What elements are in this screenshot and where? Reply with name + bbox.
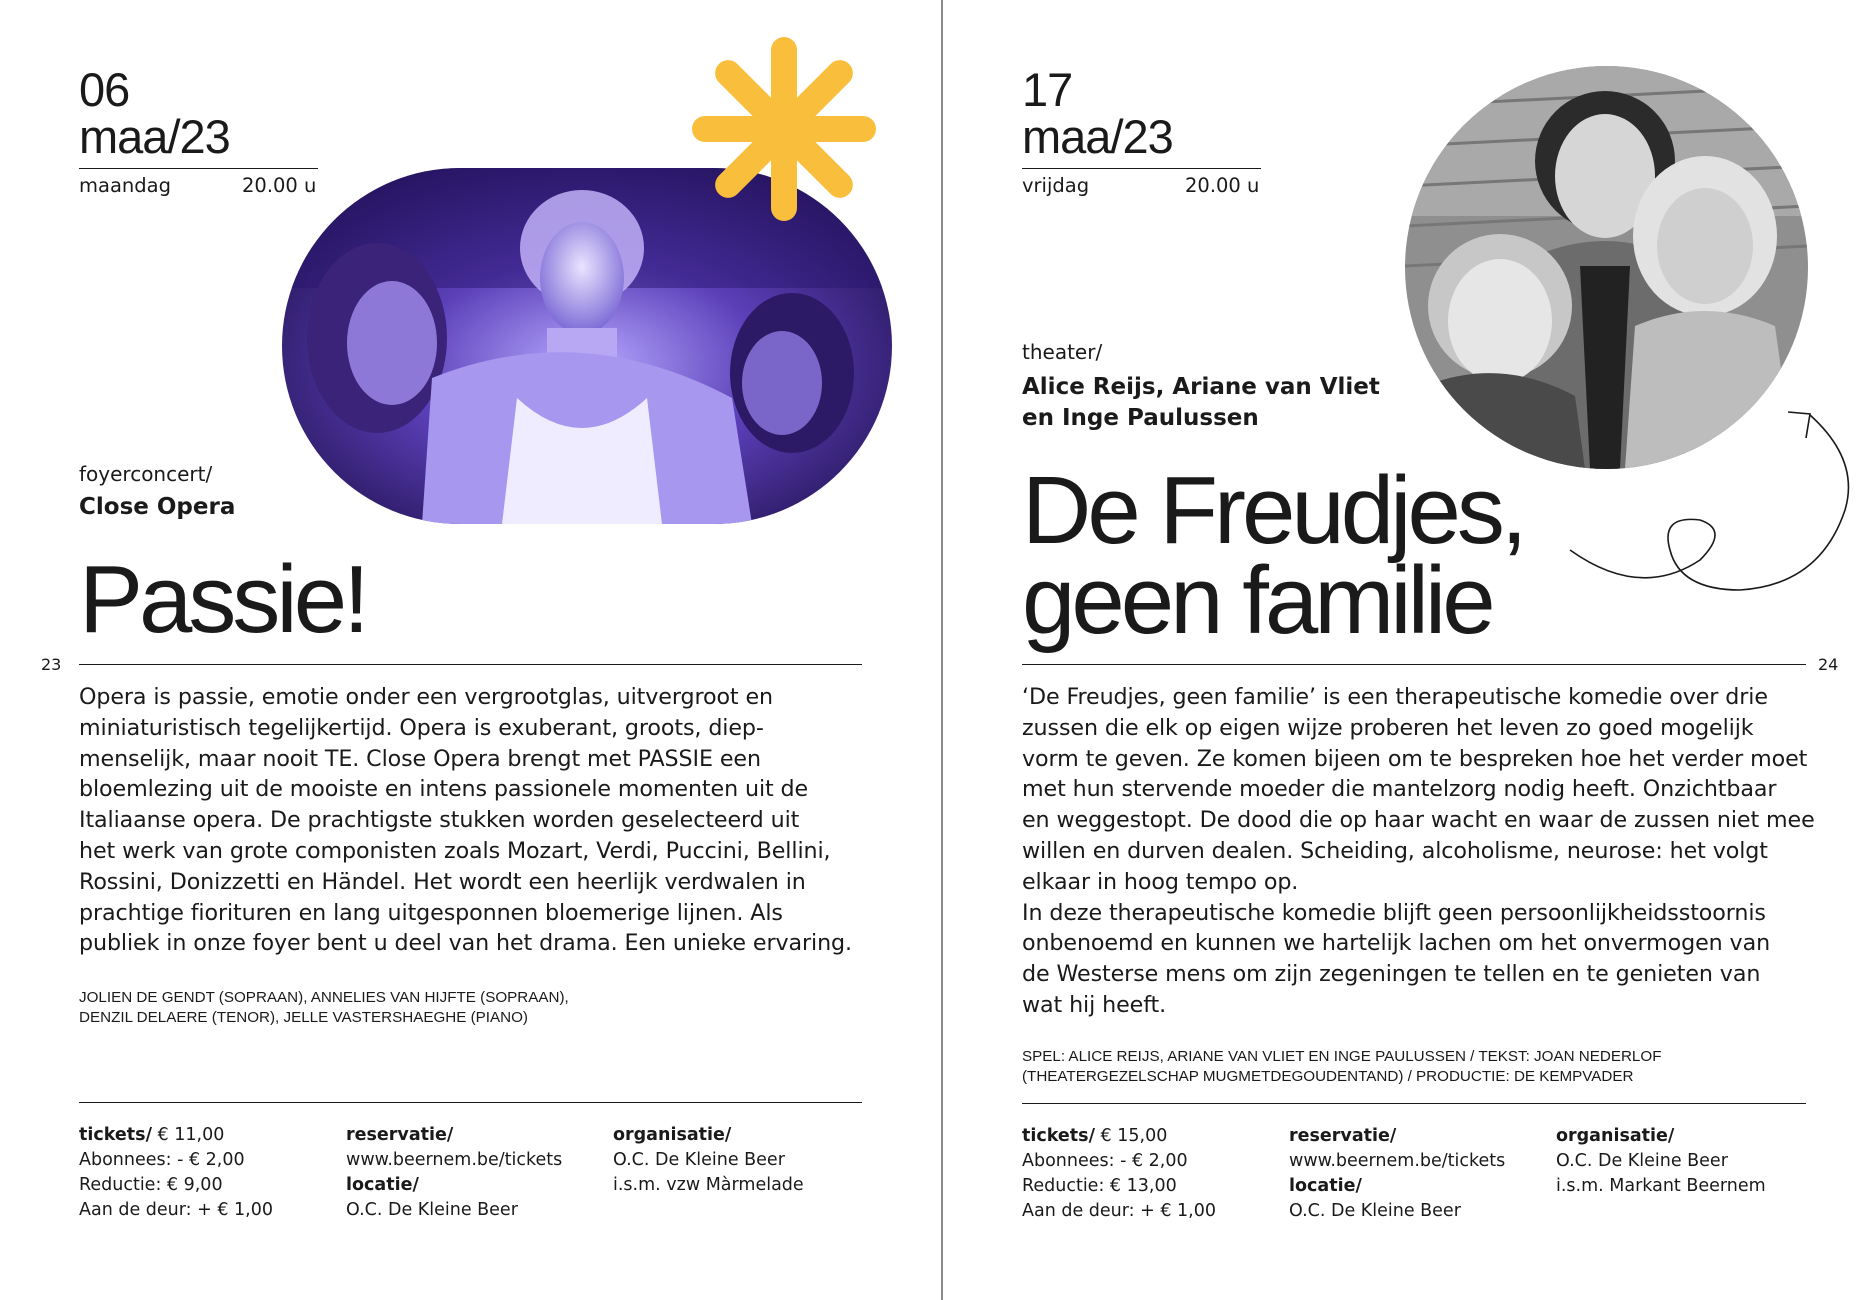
event-genre: theater/ xyxy=(1022,340,1103,364)
event-credits: SPEL: ALICE REIJS, ARIANE VAN VLIET EN INGE PAULUSSEN / TEKST: JOAN NEDERLOF (THEATERGEZELSCHAP MUGMETDEGOUDENTAND) / PRODUCTIE: DE KEMPVADER xyxy=(1022,1048,1662,1085)
event-time: 20.00 u xyxy=(242,174,317,197)
event-description: Opera is passie, emotie onder een vergrootglas, uitvergroot en miniaturistisch tegelijkertijd. Opera is exuberant, groots, diep- menselijk, maar nooit TE. Close Opera brengt met PASSIE een bloemlezing uit de mooiste en intens passionele momenten uit de Italiaanse opera. De prachtigste stukken worden geselecteerd uit het werk van grote componisten zoals Mozart, Verdi, Puccini, Bellini, Rossini, Donizzetti en Händel. Het wordt een heerlijk verdwalen in prachtige fiorituren en lang uitgesponnen bloemerige lijnen. Als publiek in onze foyer bent u deel van het drama. Een unieke ervaring. xyxy=(79,684,852,957)
organisation-info: organisatie/ O.C. De Kleine Beer i.s.m. Markant Beernem xyxy=(1556,1126,1766,1196)
event-title: Passie! xyxy=(79,546,366,653)
reservation-link[interactable]: www.beernem.be/tickets xyxy=(1289,1151,1506,1171)
info-rule xyxy=(1022,1103,1806,1104)
tickets-info: tickets/ € 15,00 Abonnees: - € 2,00 Reductie: € 13,00 Aan de deur: + € 1,00 xyxy=(1022,1126,1216,1221)
title-rule xyxy=(79,664,862,665)
page-fold xyxy=(941,0,943,1300)
event-month-year: maa/23 xyxy=(79,110,230,163)
event-time: 20.00 u xyxy=(1185,174,1260,197)
event-title: De Freudjes, geen familie xyxy=(1022,457,1524,654)
event-artist: Close Opera xyxy=(79,494,236,520)
tickets-info: tickets/ € 11,00 Abonnees: - € 2,00 Reductie: € 9,00 Aan de deur: + € 1,00 xyxy=(79,1125,273,1220)
event-day: 06 xyxy=(79,63,130,116)
event-weekday: maandag xyxy=(79,174,171,197)
page-number: 24 xyxy=(1818,655,1839,674)
event-month-year: maa/23 xyxy=(1022,110,1173,163)
organisation-info: organisatie/ O.C. De Kleine Beer i.s.m. vzw Màrmelade xyxy=(613,1125,804,1195)
reservation-info: reservatie/ www.beernem.be/tickets locatie/ O.C. De Kleine Beer xyxy=(1289,1126,1506,1221)
info-rule xyxy=(79,1102,862,1103)
asterisk-flower-icon xyxy=(692,34,877,224)
event-credits: JOLIEN DE GENDT (SOPRAAN), ANNELIES VAN HIJFTE (SOPRAAN), DENZIL DELAERE (TENOR), JELLE VASTERSHAEGHE (PIANO) xyxy=(79,989,569,1026)
date-rule xyxy=(1022,168,1261,169)
page-number: 23 xyxy=(41,655,62,674)
event-genre: foyerconcert/ xyxy=(79,462,213,486)
event-artist: Alice Reijs, Ariane van Vliet en Inge Paulussen xyxy=(1022,374,1380,431)
curly-arrow-icon xyxy=(1560,400,1860,600)
reservation-link[interactable]: www.beernem.be/tickets xyxy=(346,1150,563,1170)
event-description: ‘De Freudjes, geen familie’ is een therapeutische komedie over drie zussen die elk op eigen wijze proberen het leven zo goed mogelijk vorm te geven. Ze komen bijeen om te bespreken hoe het verder moet met hun stervende moeder die mantelzorg nodig heeft. Onzichtbaar en weggestopt. De dood die op haar wacht en waar de zussen niet mee willen en durven dealen. Scheiding, alcoholisme, neurose: het volgt elkaar in hoog tempo op. In deze therapeutische komedie blijft geen persoonlijkheidsstoornis onbenoemd en kunnen we hartelijk lachen om het onvermogen van de Westerse mens om zijn zegeningen te tellen en te genieten van wat hij heeft. xyxy=(1022,684,1815,1018)
reservation-info: reservatie/ www.beernem.be/tickets locatie/ O.C. De Kleine Beer xyxy=(346,1125,563,1220)
event-day: 17 xyxy=(1022,63,1073,116)
title-rule xyxy=(1022,664,1806,665)
date-rule xyxy=(79,168,318,169)
event-weekday: vrijdag xyxy=(1022,174,1090,197)
